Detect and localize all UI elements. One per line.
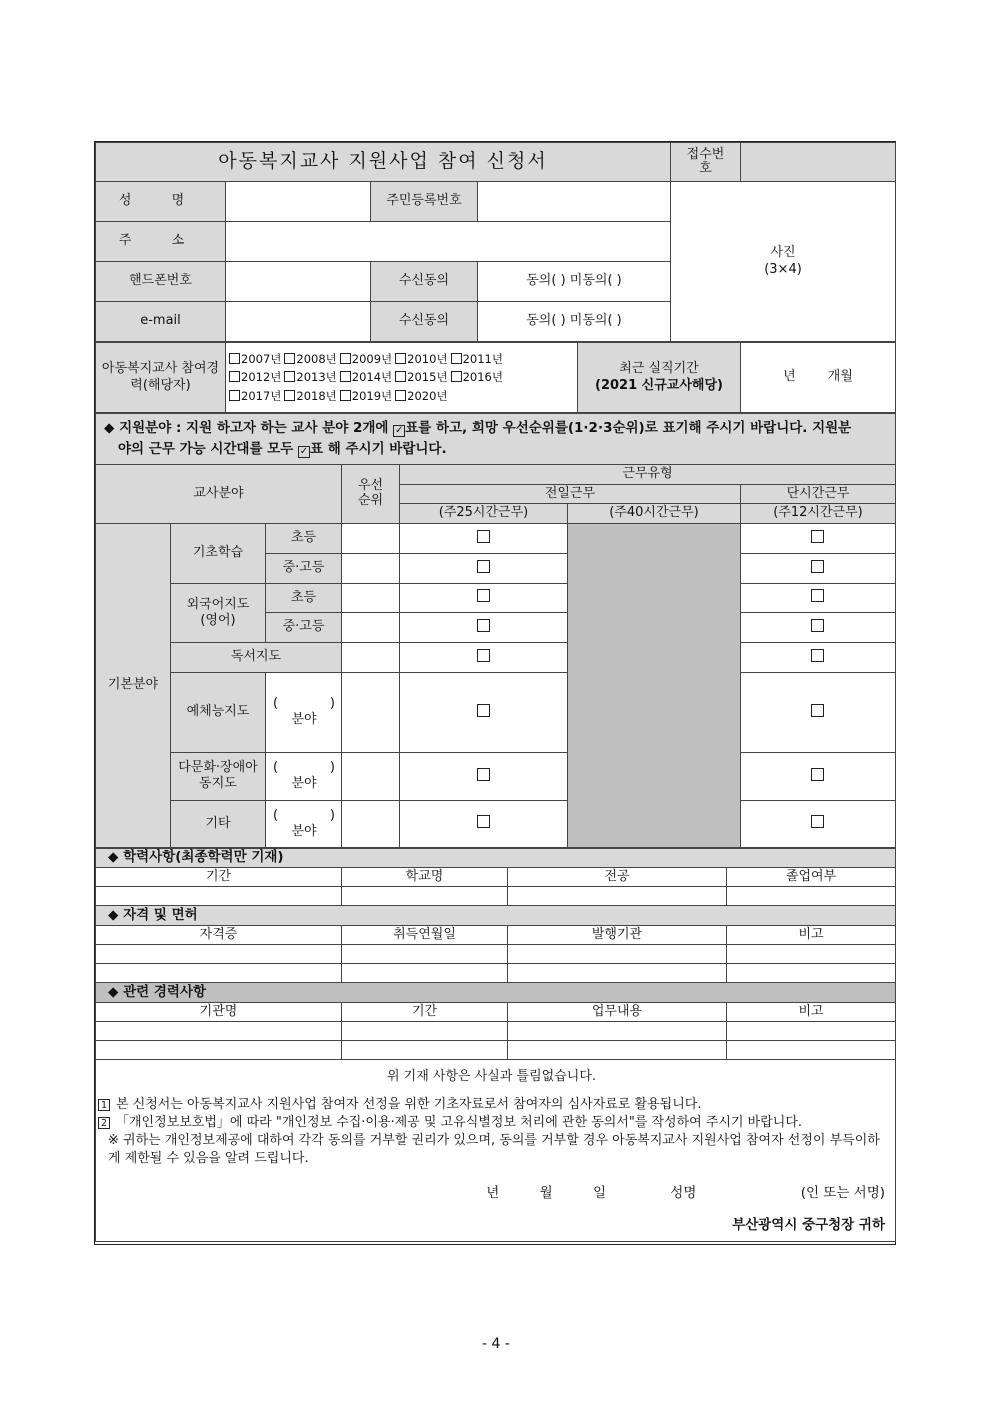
career-cell[interactable] [727, 1021, 896, 1040]
checkbox-25h[interactable] [400, 672, 568, 752]
year-checkbox[interactable] [229, 389, 281, 403]
multicultural-label: 다문화·장애아동지도 [171, 752, 266, 800]
license-col-name: 자격증 [96, 925, 342, 944]
name-label: 성 명 [96, 182, 226, 222]
year-label: 2009년 [351, 351, 393, 366]
parttime-header: 단시간근무 [741, 484, 896, 503]
education-cell[interactable] [96, 886, 342, 905]
checkbox-icon [477, 704, 490, 717]
personal-info-table [95, 142, 896, 342]
career-cell[interactable] [508, 1021, 727, 1040]
checkbox-25h[interactable] [400, 612, 568, 642]
education-cell[interactable] [342, 886, 508, 905]
experience-label: 아동복지교사 참여경력(해당자) [96, 343, 226, 413]
year-checkbox[interactable] [395, 389, 447, 403]
years-row-2 [229, 368, 577, 386]
priority-header: 우선순위 [342, 464, 400, 523]
checked-box-icon: ✓ [299, 445, 309, 457]
checkbox-icon [395, 371, 406, 382]
hours-12-header: (주12시간근무) [741, 503, 896, 523]
checkbox-icon [451, 353, 462, 364]
checkbox-25h[interactable] [400, 583, 568, 612]
reading-label: 독서지도 [171, 642, 342, 672]
license-cell[interactable] [96, 944, 342, 963]
year-label: 2017년 [241, 388, 282, 403]
checkbox-icon [340, 390, 351, 401]
hours-40-header: (주40시간근무) [568, 503, 741, 523]
other-label: 기타 [171, 800, 266, 847]
email-field[interactable] [226, 302, 371, 342]
years-row-1 [229, 350, 577, 368]
checkbox-icon [811, 815, 824, 828]
license-row [96, 963, 896, 982]
hours-25-header: (주25시간근무) [400, 503, 568, 523]
checkbox-icon [811, 589, 824, 602]
checked-box-icon: ✓ [394, 425, 404, 436]
checkbox-12h[interactable] [741, 672, 896, 752]
checkbox-12h[interactable] [741, 583, 896, 612]
phone-field[interactable] [226, 262, 371, 302]
year-checkbox[interactable] [229, 370, 281, 384]
priority-field[interactable] [342, 583, 400, 612]
education-cell[interactable] [727, 886, 896, 905]
career-col-duties: 업무내용 [508, 1002, 727, 1021]
checkbox-icon [477, 560, 490, 573]
checkbox-icon [229, 353, 240, 364]
email-label: e-mail [96, 302, 226, 342]
year-checkbox[interactable] [451, 352, 503, 366]
career-cell[interactable] [727, 1040, 896, 1059]
year-checkbox[interactable] [340, 389, 392, 403]
year-label: 2008년 [296, 351, 337, 366]
year-checkbox[interactable] [395, 370, 447, 384]
priority-field[interactable] [342, 612, 400, 642]
photo-box[interactable] [671, 182, 896, 342]
basic-learning-label: 기초학습 [171, 523, 266, 583]
checkbox-icon [229, 371, 240, 382]
receipt-number-field[interactable] [741, 143, 896, 182]
middle-high-label: 중·고등 [266, 553, 342, 583]
resident-id-field[interactable] [478, 182, 671, 222]
checkbox-12h[interactable] [741, 642, 896, 672]
signature-line [98, 1184, 885, 1203]
checkbox-12h[interactable] [741, 612, 896, 642]
year-label: 2010년 [407, 351, 448, 366]
recent-unemployment-sub: (2021 신규교사해당) [595, 377, 723, 393]
checkbox-icon [811, 704, 824, 717]
resident-id-label: 주민등록번호 [371, 182, 478, 222]
career-cell[interactable] [342, 1021, 508, 1040]
checkbox-12h[interactable] [741, 752, 896, 800]
license-header: ◆ 자격 및 면허 [96, 905, 896, 925]
year-label: 2016년 [462, 370, 503, 385]
year-checkbox[interactable] [229, 352, 281, 366]
checkbox-icon [477, 530, 490, 543]
year-checkbox[interactable] [340, 370, 392, 384]
work-type-header: 근무유형 [400, 464, 896, 484]
education-header: ◆ 학력사항(최종학력만 기재) [96, 848, 896, 867]
license-cell[interactable] [727, 963, 896, 982]
sign-note: (인 또는 서명) [800, 1184, 886, 1201]
arts-field-input[interactable]: ( ) 분야 [266, 672, 342, 752]
experience-table [95, 342, 896, 413]
license-col-date: 취득연월일 [342, 925, 508, 944]
priority-field[interactable] [342, 800, 400, 847]
education-col-graduation: 졸업여부 [727, 867, 896, 886]
checkbox-icon [811, 530, 824, 543]
year-label: 2015년 [407, 370, 448, 385]
checkbox-icon [477, 589, 490, 602]
declaration-section [96, 1059, 896, 1241]
career-cell[interactable] [508, 1040, 727, 1059]
year-label: 2011년 [462, 351, 503, 366]
name-field[interactable] [226, 182, 371, 222]
years-row-3 [229, 387, 577, 405]
license-cell[interactable] [727, 944, 896, 963]
checkbox-icon [477, 619, 490, 632]
year-checkbox[interactable] [451, 370, 503, 384]
checkbox-25h[interactable] [400, 800, 568, 847]
application-form [94, 141, 896, 1245]
license-cell[interactable] [96, 963, 342, 982]
career-col-note: 비고 [727, 1002, 896, 1021]
education-cell[interactable] [508, 886, 727, 905]
checkbox-icon [340, 353, 351, 364]
page-number: - 4 - [482, 1336, 510, 1352]
license-cell[interactable] [342, 944, 508, 963]
fulltime-header: 전일근무 [400, 484, 741, 503]
email-consent-field[interactable]: 동의( ) 미동의( ) [478, 302, 671, 342]
education-col-major: 전공 [508, 867, 727, 886]
year-label: 2018년 [296, 388, 337, 403]
history-table [95, 848, 896, 1242]
year-label: 2020년 [407, 388, 448, 403]
checkbox-icon [477, 649, 490, 662]
career-col-org: 기관명 [96, 1002, 342, 1021]
license-col-note: 비고 [727, 925, 896, 944]
year-label: 2013년 [296, 370, 337, 385]
year-checkbox[interactable] [284, 370, 336, 384]
checkbox-icon [477, 815, 490, 828]
checkbox-25h[interactable] [400, 523, 568, 553]
checkbox-icon [811, 649, 824, 662]
career-cell[interactable] [96, 1021, 342, 1040]
checkbox-icon [395, 390, 406, 401]
note-2: 2 「개인정보보호법」에 따라 "개인정보 수집·이용·제공 및 고유식별정보 처리에 관한 동의서"를 작성하여 주시기 바랍니다. [98, 1114, 885, 1132]
license-cell[interactable] [508, 944, 727, 963]
checkbox-icon [284, 353, 295, 364]
education-col-school: 학교명 [342, 867, 508, 886]
checkbox-icon [811, 768, 824, 781]
license-cell[interactable] [342, 963, 508, 982]
addressee: 부산광역시 중구청장 귀하 [732, 1217, 886, 1234]
sms-consent-field[interactable]: 동의( ) 미동의( ) [478, 262, 671, 302]
field-table [95, 413, 896, 848]
elementary-label: 초등 [266, 583, 342, 612]
year-checkbox[interactable] [284, 389, 336, 403]
year-label: 2019년 [351, 388, 393, 403]
year-checkbox[interactable] [284, 352, 336, 366]
multicultural-field-input[interactable]: ( ) 분야 [266, 752, 342, 800]
address-field[interactable] [226, 222, 671, 262]
photo-size: (3×4) [764, 261, 802, 277]
license-col-issuer: 발행기관 [508, 925, 727, 944]
declaration-text: 위 기재 사항은 사실과 틀림없습니다. [386, 1068, 597, 1084]
teacher-field-header: 교사분야 [96, 464, 342, 523]
career-header: ◆ 관련 경력사항 [96, 982, 896, 1002]
form-title: 아동복지교사 지원사업 참여 신청서 [96, 143, 671, 182]
checkbox-icon [811, 560, 824, 573]
checkbox-icon [811, 619, 824, 632]
career-row [96, 1021, 896, 1040]
name-sign-label: 성명 [670, 1184, 697, 1201]
unemployment-period-field[interactable]: 년 개월 [741, 343, 896, 413]
application-notice: ◆ 지원분야 : 지원 하고자 하는 교사 분야 2개에 ✓ 표를 하고, 희망 우선순위를(1·2·3순위)로 표기해 주시기 바랍니다. 지원분 야의 근무 가능 시간대를 모두 ✓ 표 해 주시기 바랍니다. [96, 414, 896, 465]
checkbox-25h[interactable] [400, 553, 568, 583]
year-label: 2012년 [241, 370, 282, 385]
career-cell[interactable] [96, 1040, 342, 1059]
date-line: 년 월 일 [486, 1184, 606, 1201]
year-label: 2007년 [241, 351, 282, 366]
career-row [96, 1040, 896, 1059]
career-col-period: 기간 [342, 1002, 508, 1021]
checkbox-icon [284, 390, 295, 401]
license-cell[interactable] [508, 963, 727, 982]
basic-field-label: 기본분야 [96, 523, 171, 847]
recent-unemployment-label: 최근 실직기간 [619, 361, 699, 377]
address-label: 주 소 [96, 222, 226, 262]
recent-unemployment-cell [578, 343, 741, 413]
other-field-input[interactable]: ( ) 분야 [266, 800, 342, 847]
checkbox-icon [477, 768, 490, 781]
note-1: 1 본 신청서는 아동복지교사 지원사업 참여자 선정을 위한 기초자료로서 참여자의 심사자료로 활용됩니다. [98, 1096, 885, 1114]
checkbox-icon [340, 371, 351, 382]
year-checkbox[interactable] [395, 352, 447, 366]
experience-years [226, 343, 578, 413]
phone-label: 핸드폰번호 [96, 262, 226, 302]
priority-field[interactable] [342, 553, 400, 583]
elementary-label: 초등 [266, 523, 342, 553]
checkbox-12h[interactable] [741, 523, 896, 553]
year-checkbox[interactable] [340, 352, 392, 366]
license-row [96, 944, 896, 963]
education-row [96, 886, 896, 905]
priority-field[interactable] [342, 523, 400, 553]
photo-label: 사진 [770, 245, 796, 261]
priority-field[interactable] [342, 752, 400, 800]
checkbox-icon [451, 371, 462, 382]
education-col-period: 기간 [96, 867, 342, 886]
checkbox-icon [395, 353, 406, 364]
year-label: 2014년 [351, 370, 393, 385]
priority-field[interactable] [342, 642, 400, 672]
checkbox-25h[interactable] [400, 752, 568, 800]
checkbox-25h[interactable] [400, 642, 568, 672]
arts-sports-label: 예체능지도 [171, 672, 266, 752]
checkbox-icon [229, 390, 240, 401]
note-3: ※ 귀하는 개인정보제공에 대하여 각각 동의를 거부할 권리가 있으며, 동의를 거부할 경우 아동복지교사 지원사업 참여자 선정이 부득이하게 제한될 수 있음을 알려 드립니다. [108, 1132, 880, 1166]
checkbox-icon [284, 371, 295, 382]
sms-consent-label: 수신동의 [371, 262, 478, 302]
receipt-number-label: 접수번호 [671, 143, 741, 182]
career-cell[interactable] [342, 1040, 508, 1059]
checkbox-12h[interactable] [741, 800, 896, 847]
checkbox-12h[interactable] [741, 553, 896, 583]
foreign-language-label: 외국어지도 (영어) [171, 583, 266, 642]
hours-40-disabled [568, 523, 741, 847]
middle-high-label: 중·고등 [266, 612, 342, 642]
priority-field[interactable] [342, 672, 400, 752]
email-consent-label: 수신동의 [371, 302, 478, 342]
